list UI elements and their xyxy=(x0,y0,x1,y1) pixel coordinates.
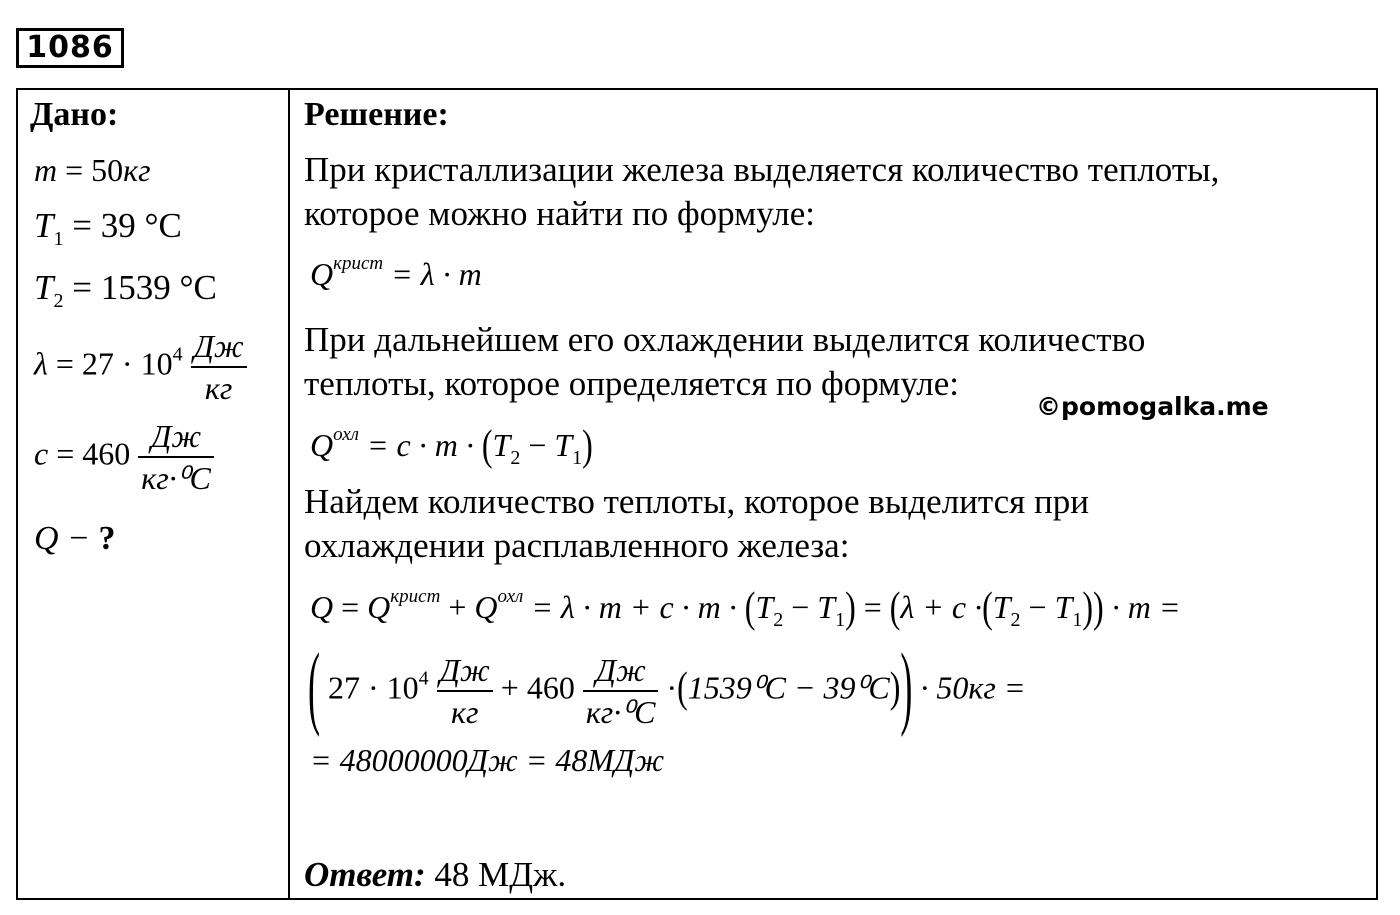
formula-cooling: $Q^{охл} = c \cdot m \cdot (T_2 - T_1)$ xyxy=(310,420,593,470)
solution-table xyxy=(16,88,1378,900)
watermark: ©pomogalka.me xyxy=(1036,392,1269,421)
given-label: Дано: xyxy=(30,96,119,133)
problem-number: 1086 xyxy=(16,28,124,68)
given-mass: m = 50кг xyxy=(34,152,151,188)
given-t1: $T_1 = 39$ °C xyxy=(34,206,182,250)
paragraph-3: Найдем количество теплоты, которое выделится при охлаждении расплавленного железа: xyxy=(304,482,1089,565)
solution-label: Решение: xyxy=(304,96,449,133)
formula-result: = 48000000Дж = 48МДж xyxy=(310,742,665,778)
formula-crystallization: $Q^{крист} = \lambda \cdot m$ xyxy=(310,253,482,292)
given-heat-capacity: c = 460 $\frac{Дж}{\text{кг·⁰C}}$ xyxy=(34,416,214,498)
paragraph-2: При дальнейшем его охлаждении выделится количество теплоты, которое определяется по формуле: xyxy=(304,320,1146,403)
answer: Ответ: 48 МДж. xyxy=(304,855,567,894)
formula-total: $Q = Q^{крист} + Q^{охл} = \lambda \cdot m + c \cdot m \cdot (T_2 - T_1) = (\lambda + c \cdot(T_2 - T_1)) \cdot m$ = xyxy=(310,582,1181,632)
given-t2: $T_2 = 1539$ °C xyxy=(34,268,217,312)
given-lambda: $\lambda = 27 \cdot 10^4$ $\frac{Дж}{кг}$ xyxy=(34,326,247,408)
formula-substitution: ( $27 \cdot 10^4$ $\frac{Дж}{кг}$ + 460 $\frac{Дж}{\text{кг·⁰C}}$ ·(1539⁰C − 39⁰C)) · 50кг = xyxy=(308,634,1026,739)
column-divider xyxy=(288,90,290,898)
paragraph-1: При кристаллизации железа выделяется количество теплоты, которое можно найти по формуле: xyxy=(304,150,1220,233)
given-find: Q − ? xyxy=(34,520,116,557)
